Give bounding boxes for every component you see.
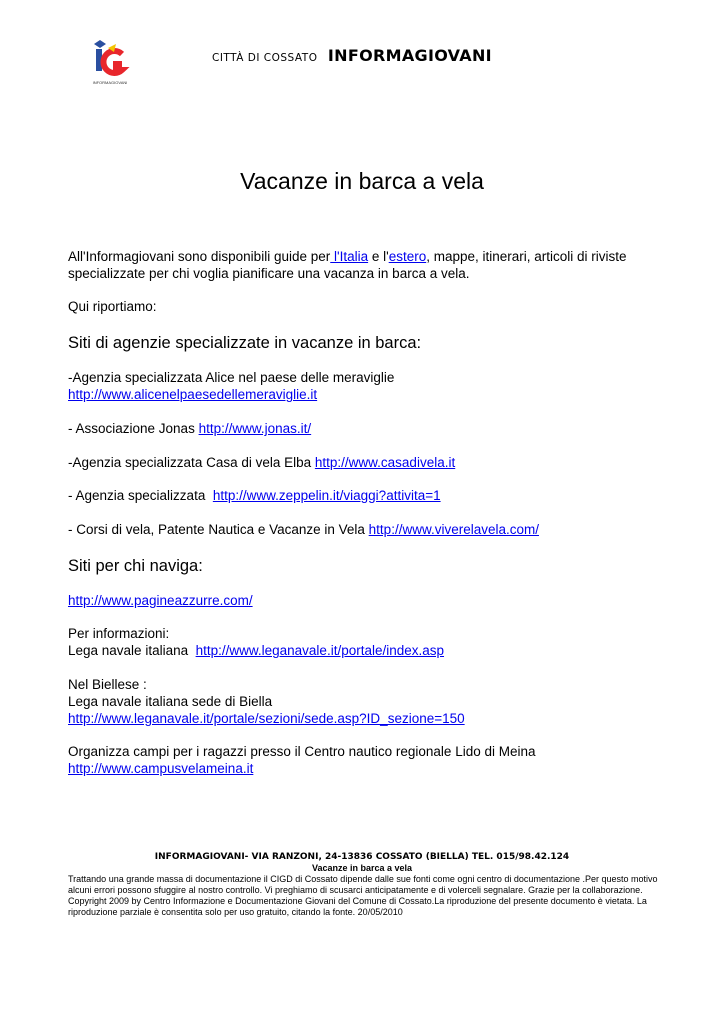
- header-city: CITTÀ DI COSSATO: [212, 52, 318, 64]
- svg-text:INFORMAGIOVANI: INFORMAGIOVANI: [92, 80, 128, 85]
- agency-item: [68, 521, 658, 538]
- pagineazzurre-link[interactable]: http://www.pagineazzurre.com/: [68, 593, 253, 608]
- agency-link[interactable]: http://www.jonas.it/: [198, 421, 312, 436]
- agency-item: [68, 487, 658, 504]
- header-name: INFORMAGIOVANI: [327, 46, 492, 65]
- intro-text-3: , mappe, itinerari, articoli di riviste specializzate per chi voglia pianificare una vacanza in barca a vela.: [68, 249, 627, 281]
- agency-label: - Associazione Jonas: [68, 421, 199, 436]
- footer-disclaimer: Trattando una grande massa di documentazione il CIGD di Cossato dipende dalle sue fonti come ogni centro di documentazione .Per questo motivo alcuni errori possono sfuggire al nostro controllo. Vi preghiamo di scusarci anticipatamente e di volerceli segnalare. Grazie per la collaborazione. Copyright 2009 by Centro Informazione e Documentazione Giovani del Comune di Cossato.La riproduzione del presente documento è vietata. La riproduzione parziale è consentita solo per uso gratuito, citando la fonte. 20/05/2010: [68, 874, 658, 917]
- biellese-org: Lega navale italiana sede di Biella: [68, 694, 273, 709]
- agency-label: - Agenzia specializzata: [68, 488, 213, 503]
- qui-riportiamo: Qui riportiamo:: [68, 299, 157, 314]
- section-heading-agencies: Siti di agenzie specializzate in vacanze in barca:: [68, 334, 422, 352]
- agency-link[interactable]: http://www.alicenelpaesedellemeraviglie.it: [68, 387, 318, 402]
- agency-label: -Agenzia specializzata Casa di vela Elba: [68, 455, 315, 470]
- section-heading-navigators: Siti per chi naviga:: [68, 557, 203, 575]
- page-title: Vacanze in barca a vela: [240, 168, 484, 194]
- agency-item: [68, 420, 658, 437]
- footer-address: INFORMAGIOVANI- VIA RANZONI, 24-13836 COSSATO (BIELLA) TEL. 015/98.42.124: [154, 852, 570, 862]
- intro-text-1: All'Informagiovani sono disponibili guide per: [68, 249, 331, 264]
- link-estero[interactable]: estero: [388, 249, 427, 264]
- agency-label: - Corsi di vela, Patente Nautica e Vacanze in Vela: [68, 522, 369, 537]
- info-label: Per informazioni:: [68, 626, 170, 641]
- footer-doc-title: Vacanze in barca a vela: [311, 863, 413, 873]
- leganavale-biella-link[interactable]: http://www.leganavale.it/portale/sezioni/sede.asp?ID_sezione=150: [68, 711, 465, 726]
- agency-link[interactable]: http://www.casadivela.it: [314, 455, 456, 470]
- camps-text: Organizza campi per i ragazzi presso il Centro nautico regionale Lido di Meina: [68, 744, 536, 759]
- agency-label: -Agenzia specializzata Alice nel paese delle meraviglie: [68, 370, 395, 385]
- agency-link[interactable]: http://www.viverelavela.com/: [368, 522, 539, 537]
- camps-block: [68, 743, 658, 777]
- agency-link[interactable]: http://www.zeppelin.it/viaggi?attivita=1: [212, 488, 441, 503]
- intro-text-2: e l': [368, 249, 389, 264]
- info-org: Lega navale italiana: [68, 643, 196, 658]
- navigators-item: [68, 592, 658, 609]
- link-italia[interactable]: l'Italia: [330, 249, 369, 264]
- info-block: [68, 625, 658, 659]
- informagiovani-logo: [90, 40, 130, 88]
- biellese-label: Nel Biellese :: [68, 677, 147, 692]
- agency-item: [68, 369, 658, 403]
- intro-paragraph: [68, 248, 658, 282]
- biellese-block: [68, 676, 658, 727]
- agency-item: [68, 454, 658, 471]
- leganavale-link[interactable]: http://www.leganavale.it/portale/index.asp: [195, 643, 445, 658]
- campusvelameina-link[interactable]: http://www.campusvelameina.it: [68, 761, 254, 776]
- header-line: [212, 46, 492, 66]
